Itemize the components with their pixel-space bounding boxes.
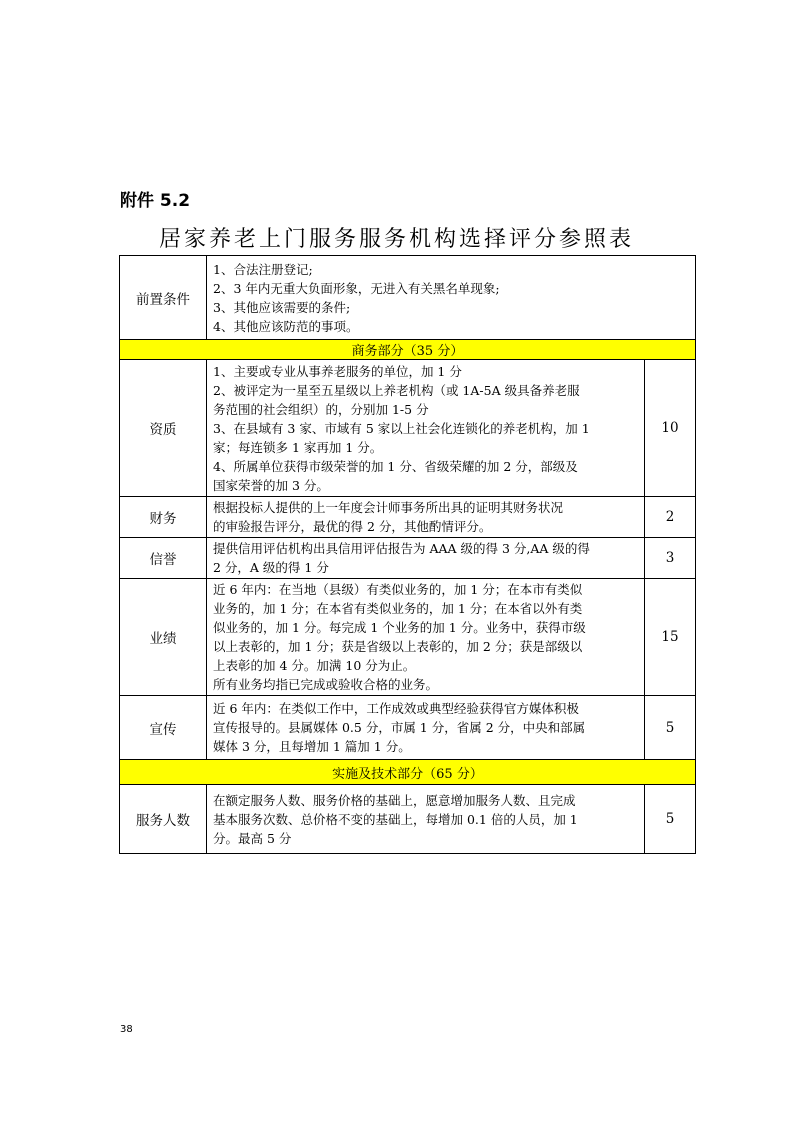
content-line: 在额定服务人数、服务价格的基础上，愿意增加服务人数、且完成: [213, 792, 576, 808]
content-line: 的审验报告评分，最优的得 2 分，其他酌情评分。: [213, 519, 492, 534]
row-qualification: [120, 360, 696, 497]
row-label: 服务人数: [120, 785, 207, 854]
content-line: 以上表彰的，加 1 分；获是省级以上表彰的，加 2 分；获是部级以: [213, 639, 583, 654]
content-line: 近 6 年内：在当地（县级）有类似业务的，加 1 分；在本市有类似: [213, 582, 583, 597]
content-line: 似业务的，加 1 分。每完成 1 个业务的加 1 分。业务中，获得市级: [213, 620, 586, 635]
content-line: 3、其他应该需要的条件;: [213, 299, 351, 315]
section-header: 商务部分（35 分）: [120, 340, 696, 360]
row-content: [207, 579, 645, 696]
content-line: 2 分，A 级的得 1 分: [213, 560, 329, 575]
row-score: 15: [645, 579, 696, 696]
row-content: [207, 497, 645, 538]
row-score: 2: [645, 497, 696, 538]
row-score: 3: [645, 538, 696, 579]
content-line: 媒体 3 分，且每增加 1 篇加 1 分。: [213, 739, 411, 754]
page-title: 居家养老上门服务服务机构选择评分参照表: [158, 227, 634, 252]
row-label: 信誉: [120, 538, 207, 579]
row-label: 宣传: [120, 696, 207, 760]
content-line: 1、合法注册登记;: [213, 261, 313, 277]
row-finance: [120, 497, 696, 538]
content-line: 宣传报导的。县属媒体 0.5 分，市属 1 分，省属 2 分，中央和部属: [213, 720, 586, 735]
content-line: 分。最高 5 分: [213, 830, 292, 846]
content-line: 家；每连锁多 1 家再加 1 分。: [213, 439, 383, 455]
row-service-staff: [120, 785, 696, 854]
row-label: 前置条件: [120, 256, 207, 340]
row-content: [207, 785, 645, 854]
content-line: 上表彰的加 4 分。加满 10 分为止。: [213, 658, 416, 673]
content-line: 务范围的社会组织）的，分别加 1-5 分: [213, 401, 429, 417]
content-line: 3、在县域有 3 家、市域有 5 家以上社会化连锁化的养老机构，加 1: [213, 420, 590, 436]
content-line: 4、所属单位获得市级荣誉的加 1 分、省级荣耀的加 2 分，部级及: [213, 458, 578, 474]
row-publicity: [120, 696, 696, 760]
content-line: 根据投标人提供的上一年度会计师事务所出具的证明其财务状况: [213, 500, 564, 515]
content-line: 近 6 年内：在类似工作中，工作成效或典型经验获得官方媒体积极: [213, 701, 579, 716]
row-content: [207, 696, 645, 760]
row-content: [207, 360, 645, 497]
section-technical: [120, 760, 696, 785]
row-label: 财务: [120, 497, 207, 538]
content-line: 国家荣誉的加 3 分。: [213, 477, 329, 493]
row-performance: [120, 579, 696, 696]
content-line: 提供信用评估机构出具信用评估报告为 AAA 级的得 3 分,AA 级的得: [213, 541, 590, 556]
content-line: 业务的，加 1 分；在本省有类似业务的，加 1 分；在本省以外有类: [213, 601, 583, 616]
scoring-table: [119, 255, 696, 854]
row-content: [207, 256, 696, 340]
content-line: 1、主要或专业从事养老服务的单位，加 1 分: [213, 363, 462, 379]
row-label: 业绩: [120, 579, 207, 696]
row-content: [207, 538, 645, 579]
content-line: 基本服务次数、总价格不变的基础上，每增加 0.1 倍的人员，加 1: [213, 811, 578, 827]
content-line: 4、其他应该防范的事项。: [213, 318, 359, 334]
section-header: 实施及技术部分（65 分）: [120, 760, 696, 785]
page-number: 38: [120, 1024, 133, 1035]
attachment-label: 附件 5.2: [120, 191, 191, 211]
row-score: 10: [645, 360, 696, 497]
row-label: 资质: [120, 360, 207, 497]
content-line: 2、3 年内无重大负面形象，无进入有关黑名单现象;: [213, 280, 500, 296]
content-line: 所有业务均指已完成或验收合格的业务。: [213, 677, 439, 692]
content-line: 2、被评定为一星至五星级以上养老机构（或 1A-5A 级具备养老服: [213, 382, 580, 398]
row-prerequisite: [120, 256, 696, 340]
section-business: [120, 340, 696, 360]
row-credit: [120, 538, 696, 579]
row-score: 5: [645, 696, 696, 760]
row-score: 5: [645, 785, 696, 854]
